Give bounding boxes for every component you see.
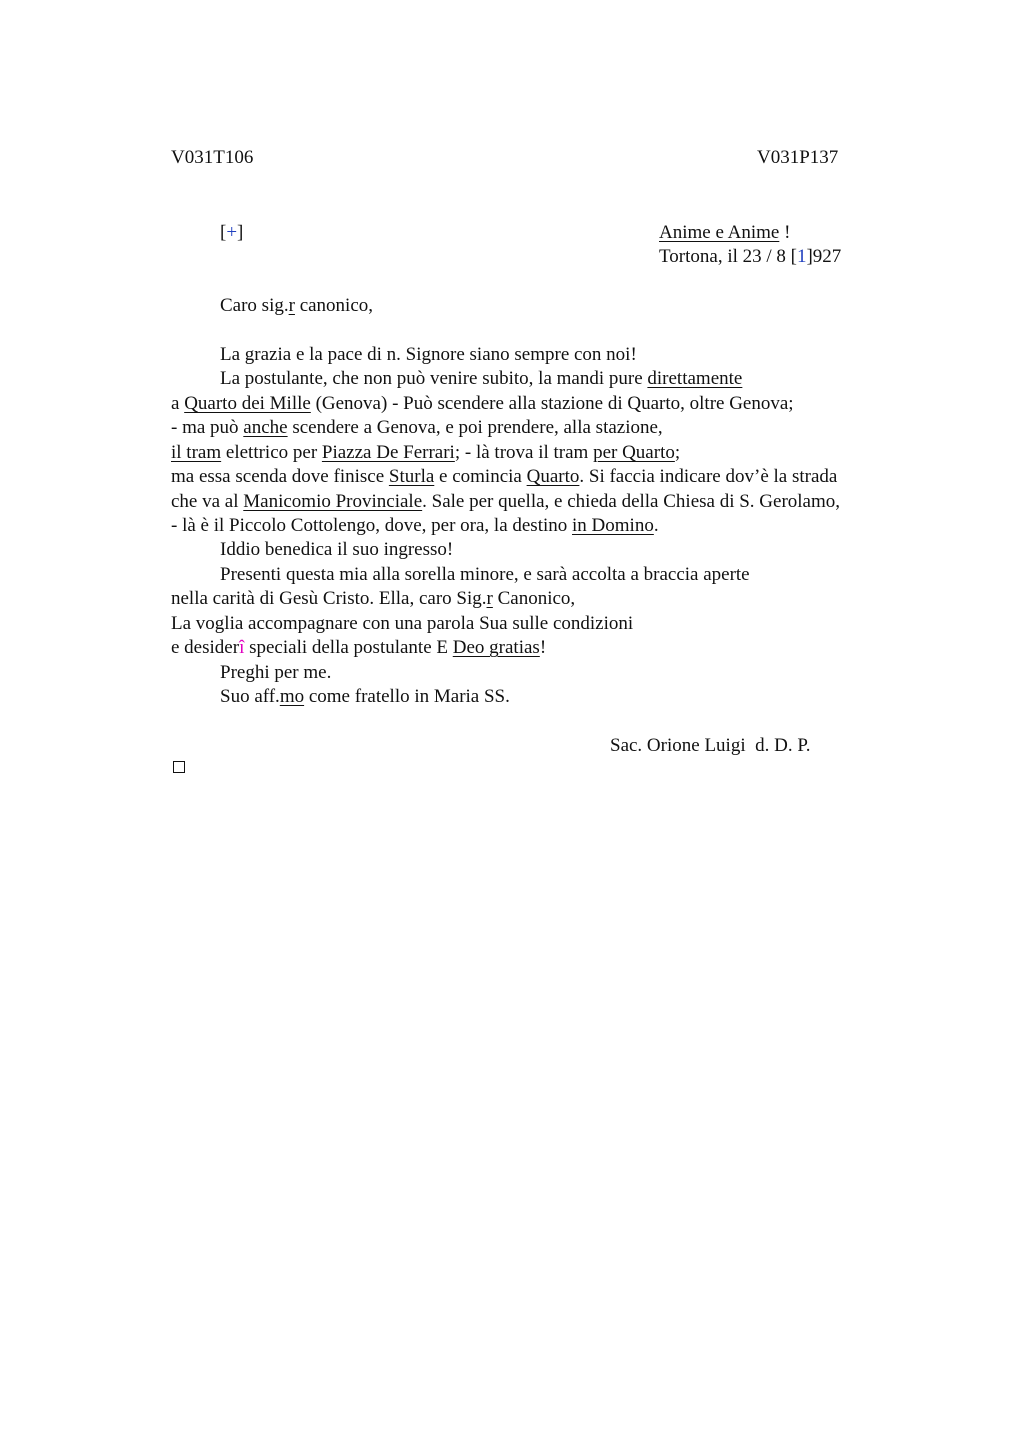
salutation [220,294,373,318]
underlined-text: in Domino [572,515,654,536]
text: e desider [171,637,240,658]
text: elettrico per [221,442,322,463]
bracket-close: ] [237,222,244,243]
body-line-7 [171,490,840,514]
text: ma essa scenda dove finisce [171,466,389,487]
underlined-text: il tram [171,442,222,463]
bracket-open: [ [220,222,227,243]
text: (Genova) - Può scendere alla stazione di Quarto, oltre Genova; [310,393,794,414]
underlined-text: per Quarto [593,442,675,463]
end-square-icon [173,761,185,773]
underlined-text: Quarto dei Mille [184,393,311,414]
text: - ma può [171,417,244,438]
text: - là è il Piccolo Cottolengo, dove, per ora, la destino [171,515,573,536]
text: Canonico, [492,588,576,609]
text: scendere a Genova, e poi prendere, alla stazione, [287,417,663,438]
text: che va al [171,491,244,512]
underlined-text: Piazza De Ferrari [321,442,455,463]
date-prefix: Tortona, il 23 / 8 [ [659,246,797,267]
body-line-9: Iddio benedica il suo ingresso! [220,539,454,560]
date-editorial-digit: 1 [796,246,807,267]
salutation-post: canonico, [294,295,374,316]
body-line-3 [171,392,794,416]
text: ! [539,637,547,658]
motto-mark: ! [779,222,791,243]
underlined-text: mo [279,686,305,707]
underlined-text: r [486,588,493,609]
cross-mark [220,221,243,245]
body-line-13 [171,636,546,660]
body-line-1: La grazia e la pace di n. Signore siano sempre con noi! [220,344,637,365]
motto-text: Anime e Anime [659,222,780,243]
text: a [171,393,185,414]
text: . Sale per quella, e chieda della Chiesa di S. Gerolamo, [422,491,841,512]
body-line-11 [171,587,575,611]
body-line-10: Presenti questa mia alla sorella minore, e sarà accolta a braccia aperte [220,564,750,585]
text: ; [674,442,681,463]
date-line [659,245,841,269]
text: . Si faccia indicare dov’è la strada [579,466,838,487]
text: nella carità di Gesù Cristo. Ella, caro Sig. [171,588,487,609]
body-line-4 [171,416,663,440]
text: Suo aff. [220,686,280,707]
date-suffix: ]927 [806,246,842,267]
document-code-left: V031T106 [171,147,254,168]
body-line-15 [220,685,510,709]
body-line-5 [171,441,680,465]
signature: Sac. Orione Luigi d. D. P. [610,735,811,756]
text: La postulante, che non può venire subito, la mandi pure [220,368,648,389]
underlined-text: anche [243,417,288,438]
body-line-12: La voglia accompagnare con una parola Sua sulle condizioni [171,613,634,634]
body-line-2 [220,367,742,391]
body-line-8 [171,514,659,538]
underlined-text: Quarto [526,466,580,487]
salutation-superscript: r [288,295,295,316]
underlined-text: Deo gratias [452,637,540,658]
motto [659,221,790,245]
underlined-text: direttamente [647,368,743,389]
text: e comincia [434,466,527,487]
text: speciali della postulante E [244,637,453,658]
body-line-14: Preghi per me. [220,662,332,683]
cross-icon: + [226,222,238,243]
text: . [653,515,659,536]
editorial-mark: î [239,637,245,658]
body-line-6 [171,465,837,489]
underlined-text: Manicomio Provinciale [243,491,423,512]
text: ; - là trova il tram [454,442,594,463]
document-code-right: V031P137 [757,147,839,168]
text: come fratello in Maria SS. [304,686,510,707]
underlined-text: Sturla [388,466,435,487]
salutation-pre: Caro sig. [220,295,289,316]
